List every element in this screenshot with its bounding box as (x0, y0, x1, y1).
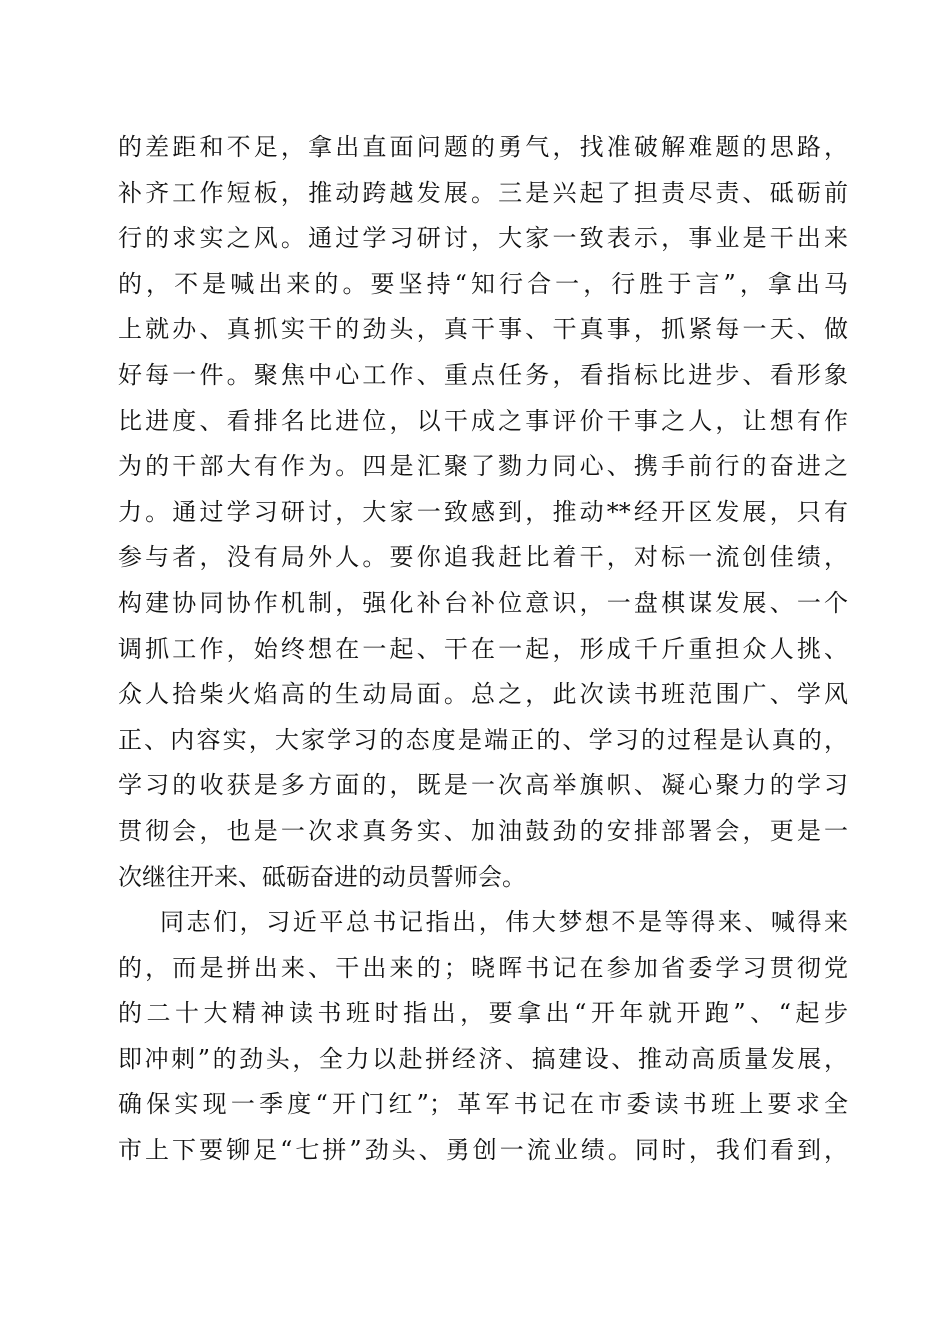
paragraph-end-line: 次继往开来、砥砺奋进的动员誓师会。 (118, 862, 526, 891)
text-line: 市上下要铆足“七拼”劲头、勇创一流业绩。同时，我们看到， (118, 1136, 848, 1165)
text-line: 正、内容实，大家学习的态度是端正的、学习的过程是认真的， (118, 725, 848, 754)
text-line: 的，不是喊出来的。要坚持“知行合一，行胜于言”，拿出马 (118, 269, 848, 298)
text-line: 比进度、看排名比进位，以干成之事评价干事之人，让想有作 (118, 406, 848, 435)
text-line: 参与者，没有局外人。要你追我赶比着干，对标一流创佳绩， (118, 543, 848, 572)
text-line: 的二十大精神读书班时指出，要拿出“开年就开跑”、“起步 (118, 999, 848, 1028)
text-line: 补齐工作短板，推动跨越发展。三是兴起了担责尽责、砥砺前 (118, 178, 848, 207)
text-line: 确保实现一季度“开门红”；革军书记在市委读书班上要求全 (118, 1090, 848, 1119)
text-line: 上就办、真抓实干的劲头，真干事、干真事，抓紧每一天、做 (118, 315, 848, 344)
text-line: 即冲刺”的劲头，全力以赴拼经济、搞建设、推动高质量发展， (118, 1044, 848, 1073)
text-line: 好每一件。聚焦中心工作、重点任务，看指标比进步、看形象 (118, 360, 848, 389)
text-line: 为的干部大有作为。四是汇聚了勠力同心、携手前行的奋进之 (118, 452, 848, 481)
paragraph-start-line: 同志们，习近平总书记指出，伟大梦想不是等得来、喊得来 (160, 908, 848, 937)
text-line: 行的求实之风。通过学习研讨，大家一致表示，事业是干出来 (118, 224, 848, 253)
text-line: 力。通过学习研讨，大家一致感到，推动**经开区发展，只有 (118, 497, 848, 526)
text-line: 众人拾柴火焰高的生动局面。总之，此次读书班范围广、学风 (118, 680, 848, 709)
text-line: 的，而是拼出来、干出来的；晓晖书记在参加省委学习贯彻党 (118, 953, 848, 982)
text-line: 贯彻会，也是一次求真务实、加油鼓劲的安排部署会，更是一 (118, 816, 848, 845)
document-body (118, 125, 848, 1174)
text-line: 调抓工作，始终想在一起、干在一起，形成千斤重担众人挑、 (118, 634, 848, 663)
text-line: 构建协同协作机制，强化补台补位意识，一盘棋谋发展、一个 (118, 588, 848, 617)
text-line: 的差距和不足，拿出直面问题的勇气，找准破解难题的思路， (118, 133, 848, 161)
text-line: 学习的收获是多方面的，既是一次高举旗帜、凝心聚力的学习 (118, 771, 848, 800)
